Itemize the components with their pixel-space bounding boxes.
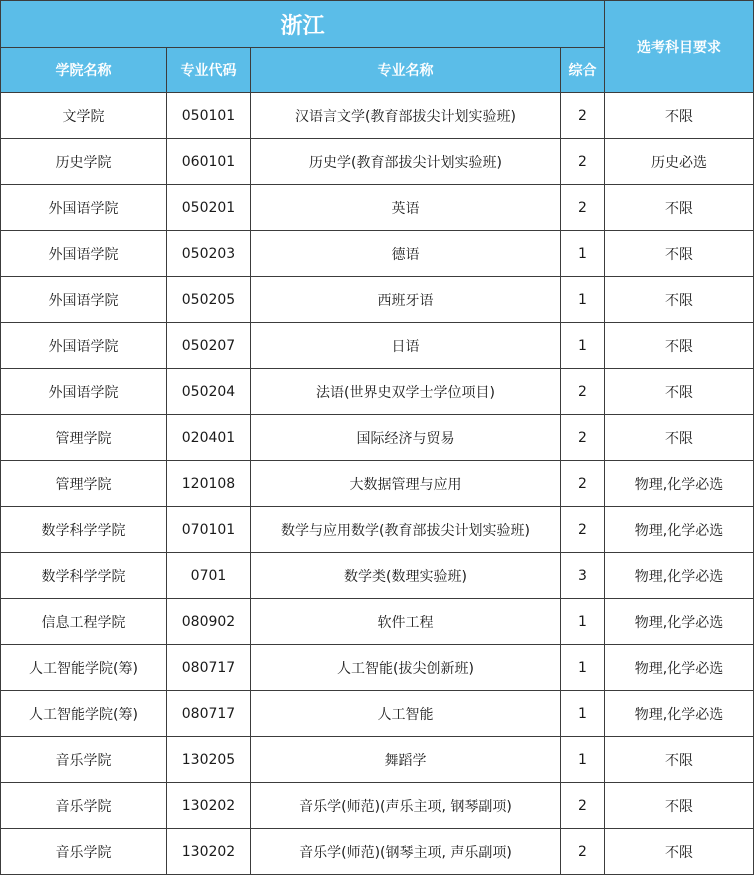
cell-major-code: 080717 [167,691,251,737]
table-row [1,461,754,507]
table-row [1,645,754,691]
cell-major-code: 0701 [167,553,251,599]
cell-subject-requirement: 不限 [605,277,754,323]
region-title: 浙江 [1,1,605,48]
cell-major-name: 音乐学(师范)(钢琴主项, 声乐副项) [251,829,561,875]
cell-subject-requirement: 不限 [605,185,754,231]
cell-college: 音乐学院 [1,737,167,783]
table-row [1,829,754,875]
cell-comprehensive: 1 [561,691,605,737]
cell-college: 文学院 [1,93,167,139]
cell-college: 外国语学院 [1,185,167,231]
cell-major-name: 数学与应用数学(教育部拔尖计划实验班) [251,507,561,553]
cell-comprehensive: 2 [561,369,605,415]
cell-college: 外国语学院 [1,277,167,323]
cell-major-name: 人工智能(拔尖创新班) [251,645,561,691]
table-row [1,415,754,461]
cell-major-code: 050207 [167,323,251,369]
cell-major-code: 050101 [167,93,251,139]
cell-major-name: 日语 [251,323,561,369]
cell-comprehensive: 1 [561,645,605,691]
cell-subject-requirement: 不限 [605,323,754,369]
cell-college: 外国语学院 [1,323,167,369]
cell-comprehensive: 2 [561,415,605,461]
table-row [1,737,754,783]
table-row [1,369,754,415]
cell-major-code: 130202 [167,783,251,829]
cell-comprehensive: 1 [561,323,605,369]
cell-college: 管理学院 [1,461,167,507]
header-subject-requirement: 选考科目要求 [605,1,754,93]
cell-major-code: 050203 [167,231,251,277]
cell-college: 人工智能学院(筹) [1,645,167,691]
cell-subject-requirement: 物理,化学必选 [605,645,754,691]
cell-major-code: 060101 [167,139,251,185]
table-row [1,599,754,645]
cell-major-name: 国际经济与贸易 [251,415,561,461]
table-row [1,691,754,737]
cell-comprehensive: 1 [561,599,605,645]
table-row [1,507,754,553]
cell-major-name: 数学类(数理实验班) [251,553,561,599]
cell-major-code: 130202 [167,829,251,875]
cell-major-name: 法语(世界史双学士学位项目) [251,369,561,415]
table-row [1,553,754,599]
table-row [1,231,754,277]
cell-major-name: 舞蹈学 [251,737,561,783]
cell-major-code: 050205 [167,277,251,323]
cell-subject-requirement: 物理,化学必选 [605,461,754,507]
cell-major-name: 汉语言文学(教育部拔尖计划实验班) [251,93,561,139]
cell-major-name: 音乐学(师范)(声乐主项, 钢琴副项) [251,783,561,829]
cell-college: 历史学院 [1,139,167,185]
header-comprehensive: 综合 [561,48,605,93]
cell-college: 外国语学院 [1,369,167,415]
cell-subject-requirement: 不限 [605,93,754,139]
cell-major-code: 050201 [167,185,251,231]
cell-college: 信息工程学院 [1,599,167,645]
table-body [1,93,754,875]
cell-comprehensive: 2 [561,783,605,829]
table-row [1,139,754,185]
cell-college: 人工智能学院(筹) [1,691,167,737]
cell-major-code: 080902 [167,599,251,645]
cell-subject-requirement: 物理,化学必选 [605,507,754,553]
cell-major-name: 软件工程 [251,599,561,645]
cell-major-code: 020401 [167,415,251,461]
cell-major-name: 西班牙语 [251,277,561,323]
cell-subject-requirement: 不限 [605,231,754,277]
header-college: 学院名称 [1,48,167,93]
cell-subject-requirement: 物理,化学必选 [605,691,754,737]
cell-college: 音乐学院 [1,829,167,875]
cell-major-code: 080717 [167,645,251,691]
cell-comprehensive: 3 [561,553,605,599]
cell-comprehensive: 2 [561,139,605,185]
cell-comprehensive: 2 [561,185,605,231]
cell-major-name: 英语 [251,185,561,231]
cell-major-name: 历史学(教育部拔尖计划实验班) [251,139,561,185]
cell-college: 外国语学院 [1,231,167,277]
cell-subject-requirement: 历史必选 [605,139,754,185]
cell-subject-requirement: 不限 [605,415,754,461]
cell-major-name: 德语 [251,231,561,277]
cell-subject-requirement: 不限 [605,783,754,829]
cell-subject-requirement: 不限 [605,829,754,875]
cell-major-name: 人工智能 [251,691,561,737]
table-row [1,323,754,369]
cell-comprehensive: 2 [561,829,605,875]
header-major-code: 专业代码 [167,48,251,93]
cell-comprehensive: 2 [561,461,605,507]
cell-college: 数学科学学院 [1,553,167,599]
cell-major-code: 120108 [167,461,251,507]
cell-major-code: 070101 [167,507,251,553]
table-row [1,185,754,231]
cell-comprehensive: 1 [561,231,605,277]
cell-major-code: 050204 [167,369,251,415]
cell-comprehensive: 1 [561,277,605,323]
cell-comprehensive: 2 [561,93,605,139]
table-row [1,93,754,139]
header-major-name: 专业名称 [251,48,561,93]
table-row [1,783,754,829]
cell-subject-requirement: 不限 [605,369,754,415]
cell-college: 数学科学学院 [1,507,167,553]
cell-comprehensive: 1 [561,737,605,783]
cell-subject-requirement: 不限 [605,737,754,783]
cell-subject-requirement: 物理,化学必选 [605,553,754,599]
cell-major-name: 大数据管理与应用 [251,461,561,507]
cell-college: 音乐学院 [1,783,167,829]
table-row [1,277,754,323]
cell-subject-requirement: 物理,化学必选 [605,599,754,645]
cell-comprehensive: 2 [561,507,605,553]
cell-college: 管理学院 [1,415,167,461]
cell-major-code: 130205 [167,737,251,783]
